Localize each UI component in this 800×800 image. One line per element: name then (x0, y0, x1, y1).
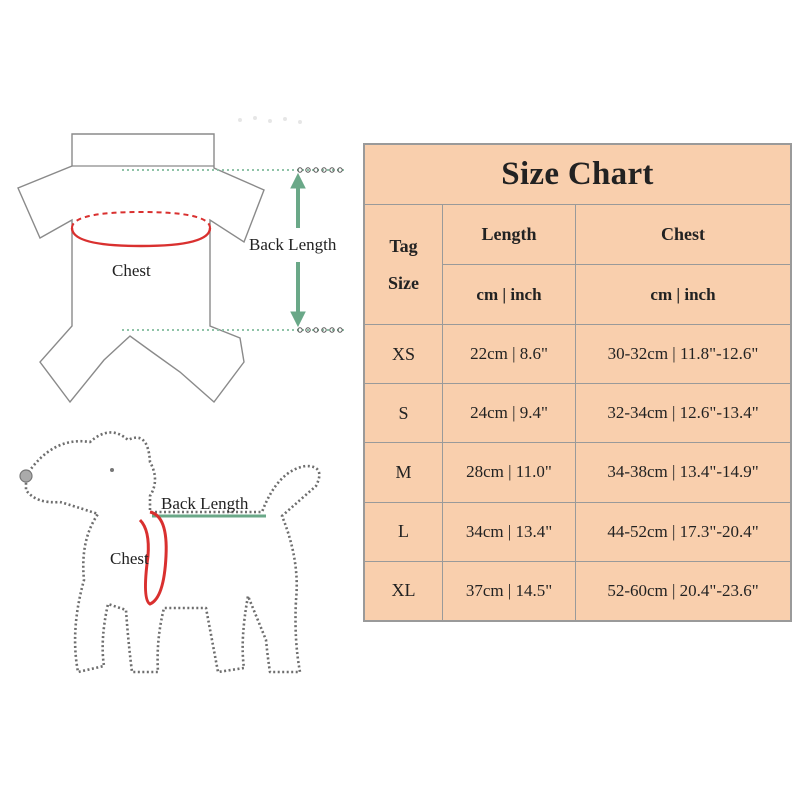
chest-cell: 30-32cm | 11.8"-12.6" (576, 325, 791, 384)
chest-units-header: cm | inch (576, 265, 791, 325)
size-cell: L (365, 502, 443, 561)
garment-and-dog-illustration (0, 0, 360, 800)
table-row (365, 502, 791, 561)
dog-outline (26, 432, 319, 672)
dog-chest-label: Chest (110, 549, 149, 568)
dog-eye-icon (110, 468, 114, 472)
dog-back-length-label: Back Length (161, 494, 249, 513)
length-header: Length (443, 205, 576, 265)
watermark-dots (238, 116, 302, 124)
chest-cell: 44-52cm | 17.3"-20.4" (576, 502, 791, 561)
shirt-chest-label: Chest (112, 261, 151, 280)
tag-size-header-line2: Size (388, 272, 419, 293)
chest-cell: 52-60cm | 20.4"-23.6" (576, 561, 791, 620)
size-cell: XS (365, 325, 443, 384)
measurement-diagram (0, 0, 360, 800)
size-chart-table (364, 144, 791, 621)
shirt-back-length-label: Back Length (249, 235, 337, 254)
tag-size-header-line1: Tag (389, 235, 418, 256)
length-cell: 28cm | 11.0" (443, 443, 576, 502)
table-row (365, 325, 791, 384)
chest-cell: 32-34cm | 12.6"-13.4" (576, 384, 791, 443)
length-units-header: cm | inch (443, 265, 576, 325)
size-cell: XL (365, 561, 443, 620)
table-row (365, 561, 791, 620)
size-cell: M (365, 443, 443, 502)
chest-cell: 34-38cm | 13.4"-14.9" (576, 443, 791, 502)
chest-header: Chest (576, 205, 791, 265)
length-cell: 37cm | 14.5" (443, 561, 576, 620)
length-cell: 34cm | 13.4" (443, 502, 576, 561)
length-cell: 22cm | 8.6" (443, 325, 576, 384)
table-row (365, 443, 791, 502)
length-cell: 24cm | 9.4" (443, 384, 576, 443)
dog-nose-icon (20, 470, 32, 482)
tag-size-header (365, 205, 443, 325)
size-cell: S (365, 384, 443, 443)
size-chart-title: Size Chart (365, 145, 791, 205)
size-chart (363, 143, 792, 622)
table-row (365, 384, 791, 443)
